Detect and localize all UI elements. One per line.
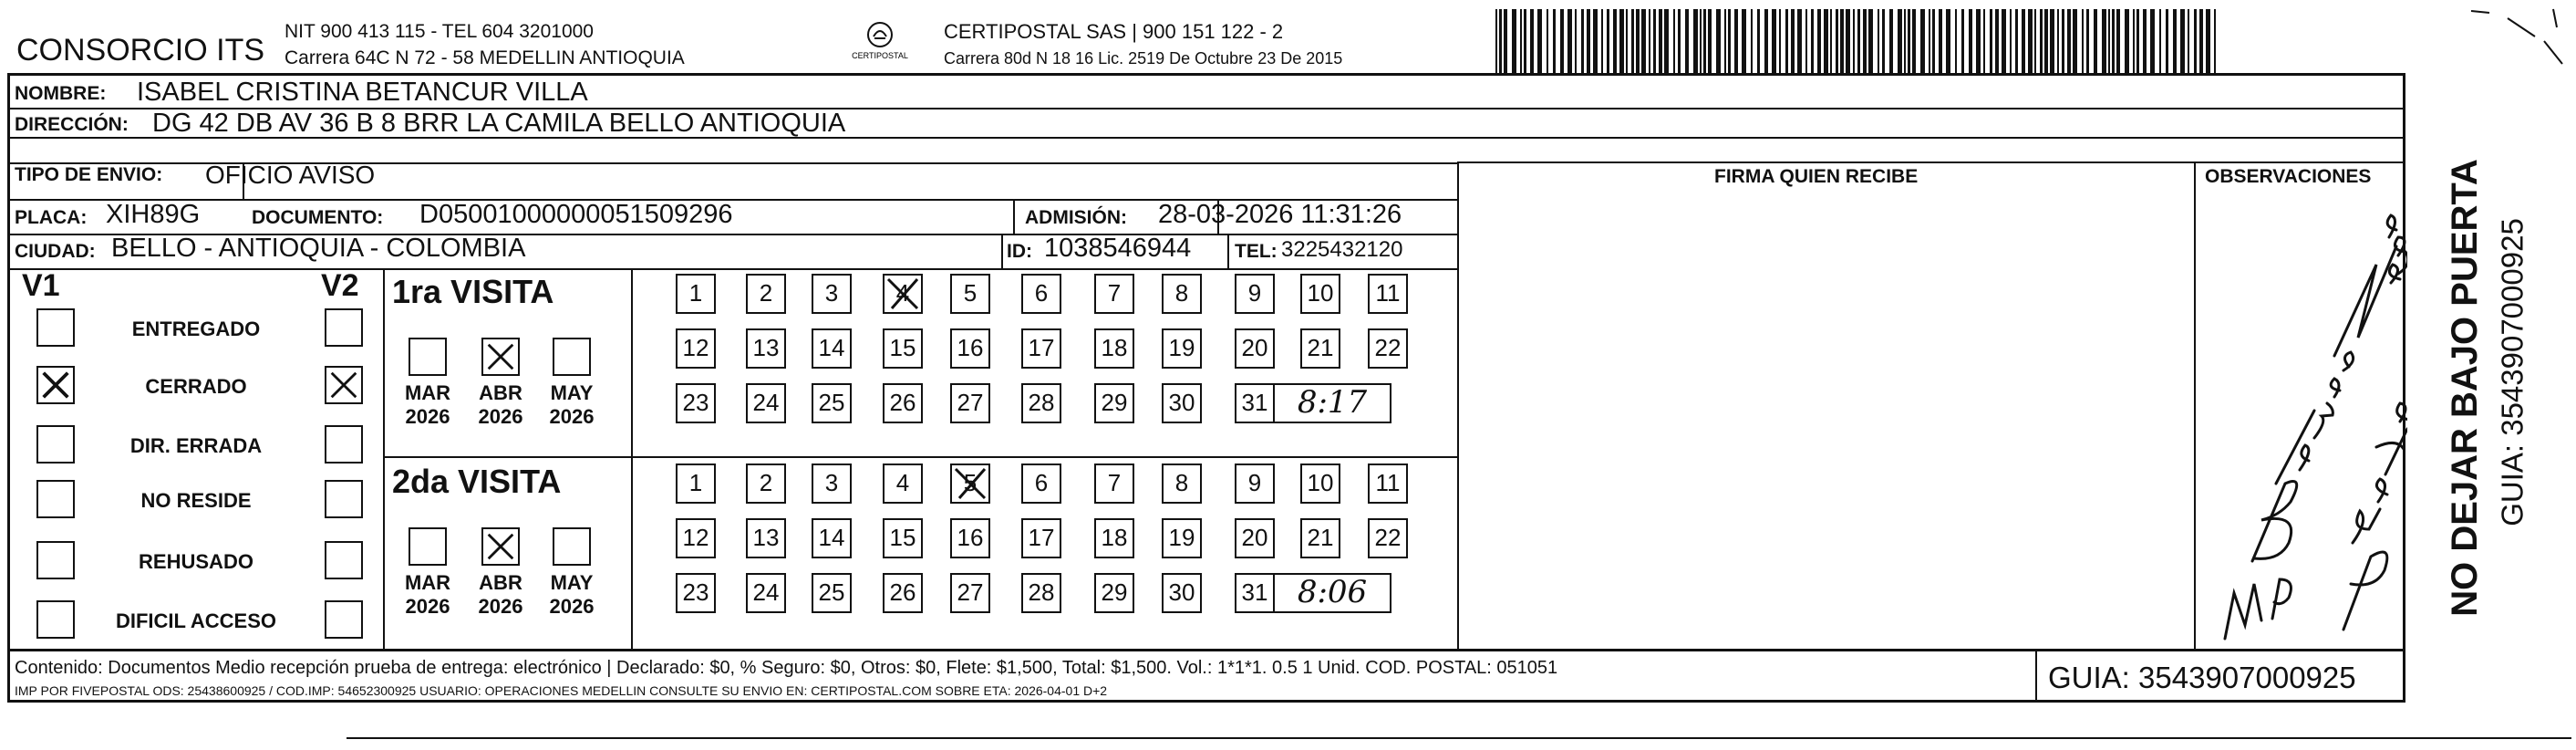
barcode-bar: [1878, 9, 1879, 75]
day-box[interactable]: 7: [1094, 274, 1134, 314]
barcode-bar: [1593, 9, 1598, 75]
barcode-bar: [1631, 9, 1634, 75]
year-label: 2026: [549, 405, 595, 428]
day-box[interactable]: 23: [676, 573, 716, 613]
month-checkbox[interactable]: [553, 338, 591, 376]
print-info-line: IMP POR FIVEPOSTAL ODS: 25438600925 / COD.IMP: 54652300925 USUARIO: OPERACIONES MEDELLIN CONSULTE SU ENVIO EN: CERTIPOSTAL.COM SOBRE ETA: 2026-04-01 D+2: [15, 683, 1108, 698]
footer-guia: GUIA: 3543907000925: [2048, 661, 2356, 694]
barcode-bar: [1961, 9, 1964, 75]
status-label: ENTREGADO: [131, 318, 261, 340]
v1-checkbox[interactable]: [36, 366, 75, 404]
visit-time[interactable]: 8:06: [1273, 573, 1391, 613]
barcode-bar: [1708, 9, 1712, 75]
barcode-bar: [2040, 9, 2043, 75]
barcode-bar: [1678, 9, 1681, 75]
day-box[interactable]: 11: [1368, 464, 1408, 504]
barcode-bar: [1889, 9, 1893, 75]
tel-label: TEL:: [1235, 241, 1278, 262]
corner-marks: [2462, 0, 2571, 82]
recipient-address: DG 42 DB AV 36 B 8 BRR LA CAMILA BELLO ANTIOQUIA: [152, 109, 846, 138]
v2-checkbox[interactable]: [325, 425, 363, 464]
barcode-bar: [1619, 9, 1624, 75]
day-box[interactable]: 8: [1162, 464, 1202, 504]
day-box[interactable]: 20: [1235, 328, 1275, 369]
barcode-bar: [2108, 9, 2110, 75]
barcode-bar: [2022, 9, 2025, 75]
day-box[interactable]: 28: [1021, 383, 1061, 423]
observations-handwriting: [2198, 210, 2407, 646]
barcode-bar: [1817, 9, 1821, 75]
day-box[interactable]: 6: [1021, 274, 1061, 314]
day-box[interactable]: 5: [950, 274, 990, 314]
barcode-bar: [1626, 9, 1628, 75]
barcode-bar: [1811, 9, 1814, 75]
v2-checkbox[interactable]: [325, 308, 363, 347]
barcode-bar: [1524, 9, 1526, 75]
day-box[interactable]: 7: [1094, 464, 1134, 504]
barcode-bar: [1567, 9, 1572, 75]
barcode-bar: [1929, 9, 1930, 75]
barcode-bar: [1846, 9, 1850, 75]
day-box[interactable]: 12: [676, 518, 716, 558]
year-label: 2026: [405, 595, 450, 618]
barcode-bar: [2050, 9, 2054, 75]
observations-header: OBSERVACIONES: [2205, 166, 2372, 187]
day-box[interactable]: 17: [1021, 518, 1061, 558]
no-dejar-notice: NO DEJAR BAJO PUERTA: [2445, 159, 2485, 617]
barcode-bar: [1840, 9, 1844, 75]
barcode-bar: [1939, 9, 1942, 75]
document-label: DOCUMENTO:: [252, 207, 384, 228]
barcode-bar: [1882, 9, 1885, 75]
barcode-bar: [2199, 9, 2203, 75]
barcode-bar: [1932, 9, 1935, 75]
day-box[interactable]: 18: [1094, 518, 1134, 558]
barcode-bar: [1857, 9, 1860, 75]
month-checkbox[interactable]: [553, 527, 591, 566]
day-box[interactable]: 21: [1300, 328, 1340, 369]
year-label: 2026: [478, 405, 523, 428]
v1-checkbox[interactable]: [36, 425, 75, 464]
barcode-bar: [2028, 9, 2033, 75]
barcode-bar: [2143, 9, 2147, 75]
day-box[interactable]: 6: [1021, 464, 1061, 504]
barcode-bar: [1908, 9, 1910, 75]
barcode-bar: [1581, 9, 1584, 75]
signature-header: FIRMA QUIEN RECIBE: [1714, 166, 1919, 187]
month-checkbox[interactable]: [409, 338, 447, 376]
barcode: [1495, 9, 2225, 77]
barcode-bar: [1830, 9, 1832, 75]
barcode-bar: [1824, 9, 1828, 75]
barcode-bar: [1649, 9, 1650, 75]
month-label: MAR: [404, 381, 451, 404]
barcode-bar: [2150, 9, 2155, 75]
day-box[interactable]: 23: [676, 383, 716, 423]
barcode-bar: [1641, 9, 1646, 75]
v1-checkbox[interactable]: [36, 308, 75, 347]
barcode-bar: [2057, 9, 2059, 75]
barcode-bar: [2034, 9, 2036, 75]
status-label: REHUSADO: [139, 550, 253, 573]
barcode-bar: [1772, 9, 1776, 75]
day-box[interactable]: 30: [1162, 573, 1202, 613]
barcode-bar: [1797, 9, 1802, 75]
barcode-bar: [2214, 9, 2216, 75]
day-box[interactable]: 1: [676, 274, 716, 314]
barcode-bar: [1512, 9, 1516, 75]
barcode-bar: [1520, 9, 1522, 75]
barcode-bar: [1601, 9, 1603, 75]
day-box[interactable]: 21: [1300, 518, 1340, 558]
barcode-bar: [1946, 9, 1950, 75]
day-box[interactable]: 18: [1094, 328, 1134, 369]
carrier-address: Carrera 80d N 18 16 Lic. 2519 De Octubre 23 De 2015: [944, 49, 1343, 68]
v2-checkbox[interactable]: [325, 480, 363, 518]
recipient-name: ISABEL CRISTINA BETANCUR VILLA: [137, 78, 588, 107]
barcode-bar: [2112, 9, 2115, 75]
barcode-bar: [1976, 9, 1981, 75]
barcode-bar: [2062, 9, 2064, 75]
month-checkbox[interactable]: [481, 338, 520, 376]
barcode-bar: [1955, 9, 1957, 75]
barcode-bar: [1560, 9, 1564, 75]
v1-label: V1: [22, 268, 60, 303]
status-label: NO RESIDE: [140, 489, 252, 512]
day-box[interactable]: 28: [1021, 573, 1061, 613]
barcode-bar: [2133, 9, 2135, 75]
barcode-bar: [1653, 9, 1656, 75]
day-box[interactable]: 30: [1162, 383, 1202, 423]
barcode-bar: [1791, 9, 1795, 75]
barcode-bar: [2002, 9, 2006, 75]
barcode-bar: [2159, 9, 2161, 75]
svg-text:CERTIPOSTAL: CERTIPOSTAL: [852, 51, 908, 60]
barcode-bar: [1728, 9, 1731, 75]
barcode-bar: [1969, 9, 1972, 75]
company-name: CONSORCIO ITS: [16, 33, 265, 68]
barcode-bar: [1607, 9, 1609, 75]
barcode-bar: [1664, 9, 1669, 75]
day-box[interactable]: 25: [812, 383, 852, 423]
barcode-bar: [1757, 9, 1760, 75]
day-box[interactable]: 4: [883, 274, 923, 314]
barcode-bar: [2102, 9, 2106, 75]
company-address: Carrera 64C N 72 - 58 MEDELLIN ANTIOQUIA: [284, 47, 685, 68]
day-box[interactable]: 24: [746, 383, 786, 423]
barcode-bar: [1779, 9, 1781, 75]
day-box[interactable]: 8: [1162, 274, 1202, 314]
barcode-bar: [1724, 9, 1726, 75]
day-box[interactable]: 3: [812, 464, 852, 504]
barcode-bar: [1636, 9, 1640, 75]
barcode-bar: [1673, 9, 1675, 75]
barcode-bar: [1700, 9, 1702, 75]
barcode-bar: [1990, 9, 1992, 75]
day-box[interactable]: 9: [1235, 274, 1275, 314]
barcode-bar: [2086, 9, 2089, 75]
month-checkbox[interactable]: [481, 527, 520, 566]
month-label: MAY: [550, 381, 594, 404]
city-value: BELLO - ANTIOQUIA - COLOMBIA: [111, 234, 526, 263]
day-box[interactable]: 20: [1235, 518, 1275, 558]
day-box[interactable]: 31: [1235, 383, 1275, 423]
barcode-bar: [1863, 9, 1867, 75]
name-label: NOMBRE:: [15, 83, 107, 104]
barcode-bar: [1547, 9, 1548, 75]
barcode-bar: [2067, 9, 2071, 75]
barcode-bar: [1868, 9, 1873, 75]
year-label: 2026: [478, 595, 523, 618]
barcode-bar: [2166, 9, 2168, 75]
day-box[interactable]: 26: [883, 573, 923, 613]
day-box[interactable]: 19: [1162, 328, 1202, 369]
barcode-bar: [2173, 9, 2177, 75]
barcode-bar: [1904, 9, 1906, 75]
status-label: DIFICIL ACCESO: [115, 609, 277, 632]
certipostal-logo: [848, 16, 912, 66]
barcode-bar: [1537, 9, 1542, 75]
document-value: D05001000000051509296: [419, 200, 733, 229]
barcode-bar: [1995, 9, 1999, 75]
barcode-bar: [2180, 9, 2185, 75]
barcode-bar: [1836, 9, 1838, 75]
barcode-bar: [1983, 9, 1985, 75]
barcode-bar: [1920, 9, 1925, 75]
day-box[interactable]: 14: [812, 518, 852, 558]
barcode-bar: [1530, 9, 1534, 75]
day-box[interactable]: 16: [950, 328, 990, 369]
barcode-bar: [2082, 9, 2084, 75]
barcode-bar: [2125, 9, 2129, 75]
shipment-type: OFICIO AVISO: [205, 161, 376, 189]
v2-checkbox[interactable]: [325, 366, 363, 404]
city-label: CIUDAD:: [15, 241, 96, 262]
barcode-bar: [2206, 9, 2210, 75]
day-box[interactable]: 25: [812, 573, 852, 613]
day-box[interactable]: 12: [676, 328, 716, 369]
v2-label: V2: [321, 268, 359, 303]
barcode-bar: [1764, 9, 1768, 75]
barcode-bar: [2015, 9, 2018, 75]
barcode-bar: [2010, 9, 2012, 75]
company-nit: NIT 900 413 115 - TEL 604 3201000: [284, 21, 594, 42]
id-value: 1038546944: [1044, 234, 1192, 263]
day-box[interactable]: 10: [1300, 274, 1340, 314]
day-box[interactable]: 5: [950, 464, 990, 504]
year-label: 2026: [549, 595, 595, 618]
barcode-bar: [1504, 9, 1507, 75]
visit-time[interactable]: 8:17: [1273, 383, 1391, 423]
day-box[interactable]: 14: [812, 328, 852, 369]
day-box[interactable]: 29: [1094, 383, 1134, 423]
barcode-bar: [1693, 9, 1698, 75]
barcode-bar: [2188, 9, 2189, 75]
year-label: 2026: [405, 405, 450, 428]
barcode-bar: [1785, 9, 1788, 75]
month-label: MAY: [550, 571, 594, 594]
carrier-name: CERTIPOSTAL SAS | 900 151 122 - 2: [944, 20, 1284, 43]
day-box[interactable]: 31: [1235, 573, 1275, 613]
plate-value: XIH89G: [106, 200, 201, 229]
contents-line: Contenido: Documentos Medio recepción prueba de entrega: electrónico | Declarado: $0, % Seguro: $0, Otros: $0, Flete: $1,500, Total: $1,500. Vol.: 1*1*1. 0.5 1 Unid. COD. POSTAL: 051051: [15, 658, 1558, 678]
day-box[interactable]: 15: [883, 328, 923, 369]
v1-checkbox[interactable]: [36, 541, 75, 579]
status-label: CERRADO: [145, 375, 247, 398]
admission-label: ADMISIÓN:: [1025, 207, 1127, 228]
day-box[interactable]: 16: [950, 518, 990, 558]
barcode-bar: [1751, 9, 1753, 75]
month-checkbox[interactable]: [409, 527, 447, 566]
barcode-bar: [1853, 9, 1855, 75]
day-box[interactable]: 29: [1094, 573, 1134, 613]
day-box[interactable]: 9: [1235, 464, 1275, 504]
day-box[interactable]: 17: [1021, 328, 1061, 369]
barcode-bar: [1575, 9, 1577, 75]
day-box[interactable]: 4: [883, 464, 923, 504]
status-label: DIR. ERRADA: [129, 434, 263, 457]
barcode-bar: [2073, 9, 2077, 75]
barcode-bar: [1805, 9, 1807, 75]
visit-title: 1ra VISITA: [392, 273, 554, 310]
day-box[interactable]: 13: [746, 518, 786, 558]
barcode-bar: [2116, 9, 2120, 75]
visit-title: 2da VISITA: [392, 463, 562, 500]
month-label: ABR: [479, 571, 522, 594]
day-box[interactable]: 13: [746, 328, 786, 369]
side-guia: GUIA: 3543907000925: [2495, 218, 2529, 526]
month-label: MAR: [404, 571, 451, 594]
tel-value: 3225432120: [1281, 237, 1403, 262]
day-box[interactable]: 27: [950, 383, 990, 423]
barcode-bar: [1613, 9, 1617, 75]
barcode-bar: [1912, 9, 1916, 75]
day-box[interactable]: 1: [676, 464, 716, 504]
address-label: DIRECCIÓN:: [15, 114, 129, 135]
day-box[interactable]: 26: [883, 383, 923, 423]
barcode-bar: [1716, 9, 1721, 75]
admission-value: 28-03-2026 11:31:26: [1158, 200, 1402, 229]
barcode-bar: [2194, 9, 2197, 75]
barcode-bar: [1685, 9, 1689, 75]
v1-checkbox[interactable]: [36, 600, 75, 639]
v2-checkbox[interactable]: [325, 541, 363, 579]
day-box[interactable]: 22: [1368, 518, 1408, 558]
barcode-bar: [1659, 9, 1662, 75]
barcode-bar: [1553, 9, 1556, 75]
v1-checkbox[interactable]: [36, 480, 75, 518]
plate-label: PLACA:: [15, 207, 88, 228]
barcode-bar: [1703, 9, 1706, 75]
day-box[interactable]: 15: [883, 518, 923, 558]
day-box[interactable]: 2: [746, 464, 786, 504]
type-label: TIPO DE ENVIO:: [15, 164, 163, 185]
day-box[interactable]: 11: [1368, 274, 1408, 314]
v2-checkbox[interactable]: [325, 600, 363, 639]
barcode-bar: [1495, 9, 1497, 75]
barcode-bar: [1499, 9, 1502, 75]
barcode-bar: [2136, 9, 2139, 75]
day-box[interactable]: 19: [1162, 518, 1202, 558]
day-box[interactable]: 22: [1368, 328, 1408, 369]
day-box[interactable]: 24: [746, 573, 786, 613]
barcode-bar: [2094, 9, 2097, 75]
id-label: ID:: [1007, 241, 1032, 262]
barcode-bar: [2044, 9, 2048, 75]
month-label: ABR: [479, 381, 522, 404]
day-box[interactable]: 27: [950, 573, 990, 613]
day-box[interactable]: 3: [812, 274, 852, 314]
barcode-bar: [1742, 9, 1746, 75]
day-box[interactable]: 10: [1300, 464, 1340, 504]
barcode-bar: [1734, 9, 1738, 75]
barcode-bar: [1587, 9, 1590, 75]
day-box[interactable]: 2: [746, 274, 786, 314]
barcode-bar: [1898, 9, 1902, 75]
